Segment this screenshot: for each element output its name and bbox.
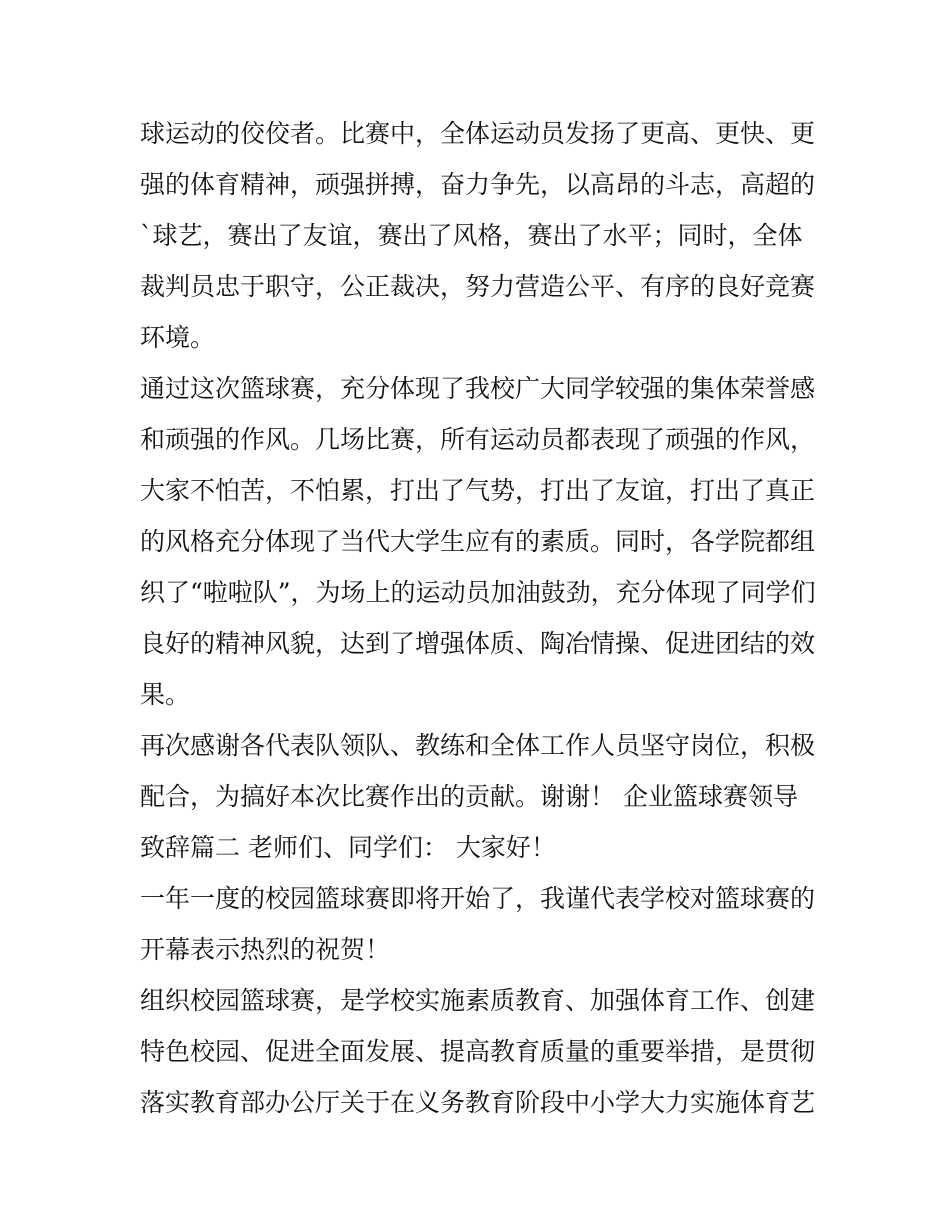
text-line: 果。 [140,680,191,709]
text-line: 一年一度的校园篮球赛即将开始了，我谨代表学校对篮球赛的 [140,884,816,913]
text-line: 落实教育部办公厅关于在义务教育阶段中小学大力实施体育艺 [140,1088,816,1117]
document-body [140,108,820,1128]
text-line: 配合，为搞好本次比赛作出的贡献。谢谢！ 企业篮球赛领导 [140,782,798,811]
text-line: 球运动的佼佼者。比赛中，全体运动员发扬了更高、更快、更 [140,119,816,148]
text-line: 的风格充分体现了当代大学生应有的素质。同时，各学院都组 [140,527,816,556]
text-line: 和顽强的作风。几场比赛，所有运动员都表现了顽强的作风， [140,425,816,454]
text-line: 强的体育精神，顽强拼搏，奋力争先，以高昂的斗志，高超的 [140,170,816,199]
text-line: 裁判员忠于职守，公正裁决，努力营造公平、有序的良好竞赛 [140,272,816,301]
text-line: 组织校园篮球赛，是学校实施素质教育、加强体育工作、创建 [140,986,816,1015]
text-line: 致辞篇二 老师们、同学们： 大家好！ [140,833,556,862]
text-line: 大家不怕苦，不怕累，打出了气势，打出了友谊，打出了真正 [140,476,816,505]
text-line: `球艺，赛出了友谊，赛出了风格，赛出了水平；同时，全体 [140,221,803,250]
text-line: 环境。 [140,323,216,352]
text-line: 通过这次篮球赛，充分体现了我校广大同学较强的集体荣誉感 [140,374,816,403]
text-line: 良好的精神风貌，达到了增强体质、陶冶情操、促进团结的效 [140,629,816,658]
text-line: 特色校园、促进全面发展、提高教育质量的重要举措，是贯彻 [140,1037,816,1066]
text-line: 再次感谢各代表队领队、教练和全体工作人员坚守岗位，积极 [140,731,816,760]
text-line: 织了“啦啦队”，为场上的运动员加油鼓劲，充分体现了同学们 [140,578,816,607]
text-line: 开幕表示热烈的祝贺！ [140,935,391,964]
